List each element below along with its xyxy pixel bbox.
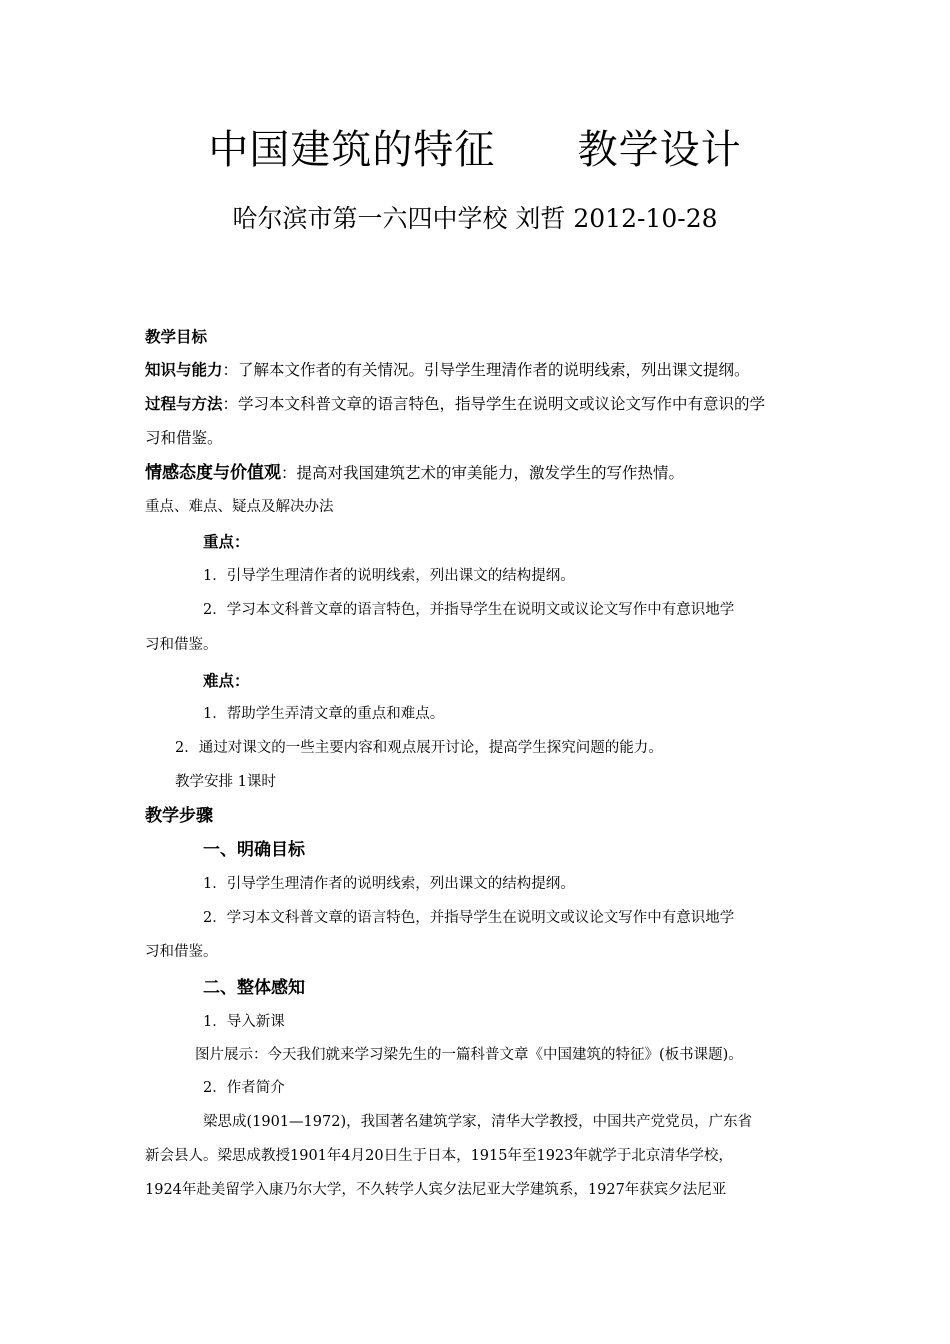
goal-knowledge <box>145 353 750 387</box>
focus-item-2-cont: 习和借鉴。 <box>145 637 218 653</box>
step-1-item-1: 1．引导学生理清作者的说明线索，列出课文的结构提纲。 <box>203 876 575 892</box>
steps-heading: 教学步骤 <box>145 806 213 826</box>
goal-process-cont: 习和借鉴。 <box>145 429 223 447</box>
goal-emotion <box>145 457 684 490</box>
step-2-item-2: 2．作者简介 <box>203 1080 285 1096</box>
step-2-item-1-text: 图片展示：今天我们就来学习梁先生的一篇科普文章《中国建筑的特征》(板书课题)。 <box>195 1047 743 1063</box>
step-2-title: 二、整体感知 <box>203 978 305 998</box>
step-1-item-2: 2．学习本文科普文章的语言特色，并指导学生在说明文或议论文写作中有意识地学 <box>203 910 735 926</box>
focus-label: 重点： <box>203 532 250 551</box>
goal-process <box>145 387 765 421</box>
goal-process-label: 过程与方法 <box>145 394 223 413</box>
step-2-item-1: 1．导入新课 <box>203 1014 285 1030</box>
goal-process-text: ：学习本文科普文章的语言特色，指导学生在说明文或议论文写作中有意识的学 <box>222 395 766 413</box>
difficult-item-2: 2．通过对课文的一些主要内容和观点展开讨论，提高学生探究问题的能力。 <box>175 740 663 756</box>
step-1-item-2-cont: 习和借鉴。 <box>145 944 218 960</box>
difficult-label: 难点： <box>203 671 250 690</box>
schedule: 教学安排 1课时 <box>175 774 276 790</box>
focus-item-1: 1．引导学生理清作者的说明线索，列出课文的结构提纲。 <box>203 568 575 584</box>
document-title: 中国建筑的特征 教学设计 <box>208 127 742 173</box>
goal-knowledge-label: 知识与能力 <box>145 360 223 379</box>
goal-emotion-text: ：提高对我国建筑艺术的审美能力，激发学生的写作热情。 <box>281 464 685 482</box>
step-1-title: 一、明确目标 <box>203 840 305 860</box>
difficult-item-1: 1．帮助学生弄清文章的重点和难点。 <box>203 706 445 722</box>
goal-emotion-label: 情感态度与价值观 <box>145 463 281 483</box>
focus-item-2: 2．学习本文科普文章的语言特色，并指导学生在说明文或议论文写作中有意识地学 <box>203 602 735 618</box>
goals-heading: 教学目标 <box>145 327 208 346</box>
bio-line-1: 梁思成(1901—1972)，我国著名建筑学家，清华大学教授，中国共产党党员，广东省 <box>203 1114 753 1130</box>
bio-line-3: 1924年赴美留学入康乃尔大学，不久转学人宾夕法尼亚大学建筑系，1927年获宾夕法尼亚 <box>145 1182 727 1198</box>
keypoints-heading: 重点、难点、疑点及解决办法 <box>145 499 334 515</box>
bio-line-2: 新会县人。梁思成教授1901年4月20日生于日本，1915年至1923年就学于北京清华学校， <box>145 1148 733 1164</box>
document-body <box>145 320 815 1220</box>
goal-knowledge-text: ：了解本文作者的有关情况。引导学生理清作者的说明线索，列出课文提纲。 <box>222 361 750 379</box>
document-subtitle: 哈尔滨市第一六四中学校 刘哲 2012-10-28 <box>232 204 718 233</box>
